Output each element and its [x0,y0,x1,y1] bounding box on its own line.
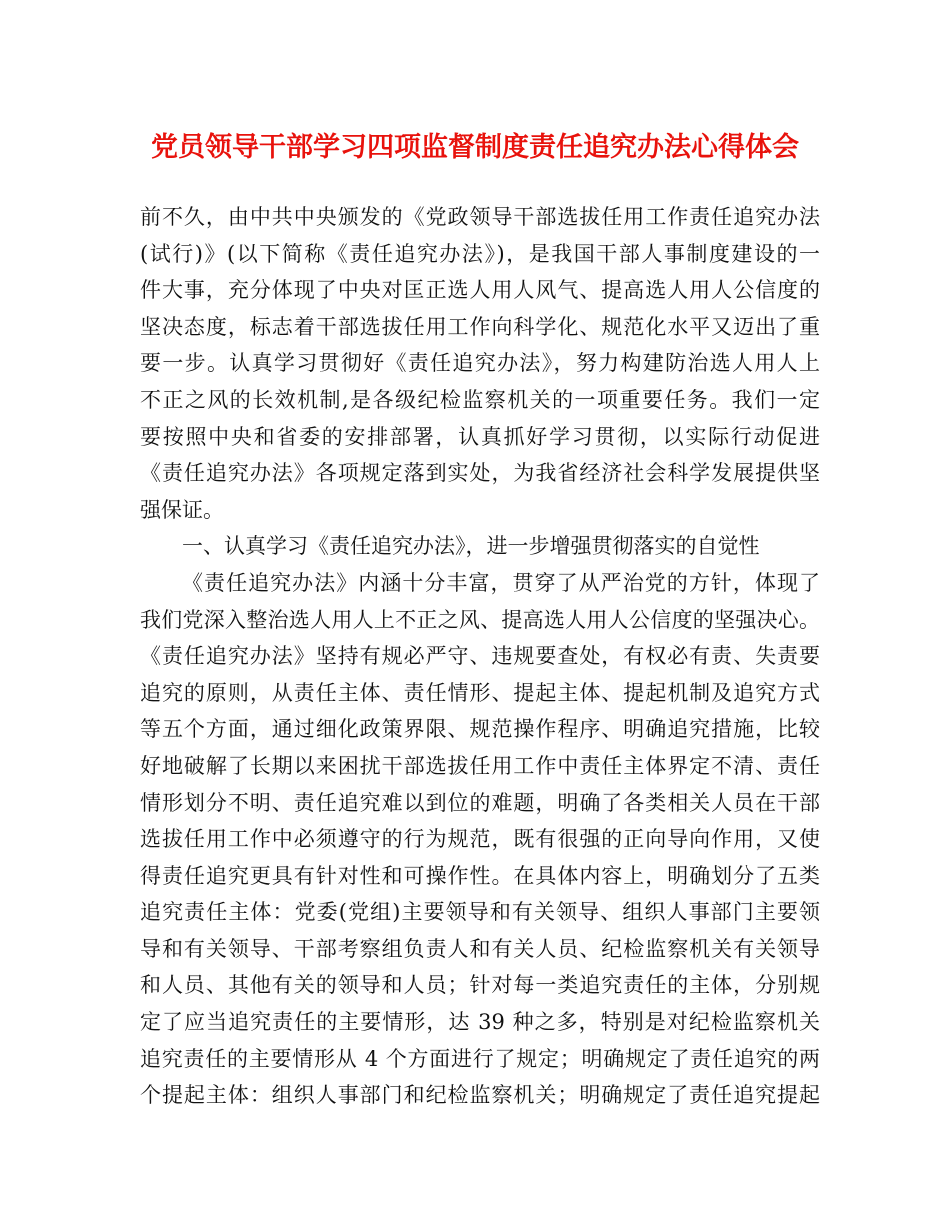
body-line: 要一步。认真学习贯彻好《责任追究办法》，努力构建防治选人用人上 [140,351,820,376]
body-line: 等五个方面，通过细化政策界限、规范操作程序、明确追究措施，比较 [140,717,820,742]
body-line: 定了应当追究责任的主要情形，达 39 种之多，特别是对纪检监察机关 [140,1010,820,1035]
body-line: (试行)》(以下简称《责任追究办法》)，是我国干部人事制度建设的一 [140,241,820,266]
body-line: 前不久，由中共中央颁发的《党政领导干部选拔任用工作责任追究办法 [140,205,820,229]
body-line: 追究责任的主要情形从 4 个方面进行了规定；明确规定了责任追究的两 [140,1046,820,1071]
body-line: 件大事，充分体现了中央对匡正选人用人风气、提高选人用人公信度的 [140,278,820,303]
body-line: 个提起主体：组织人事部门和纪检监察机关；明确规定了责任追究提起 [140,1083,820,1108]
body-line: 坚决态度，标志着干部选拔任用工作向科学化、规范化水平又迈出了重 [140,314,820,339]
body-line: 得责任追究更具有针对性和可操作性。在具体内容上，明确划分了五类 [140,863,820,888]
body-line: 我们党深入整治选人用人上不正之风、提高选人用人公信度的坚强决心。 [140,607,820,632]
body-line: 选拔任用工作中必须遵守的行为规范，既有很强的正向导向作用，又使 [140,827,820,852]
body-line: 好地破解了长期以来困扰干部选拔任用工作中责任主体界定不清、责任 [140,753,820,778]
body-line: 《责任追究办法》内涵十分丰富，贯穿了从严治党的方针，体现了 [182,570,820,595]
section-heading: 一、认真学习《责任追究办法》，进一步增强贯彻落实的自觉性 [182,534,760,559]
body-line: 强保证。 [140,497,224,522]
body-line: 导和有关领导、干部考察组负责人和有关人员、纪检监察机关有关领导 [140,936,820,961]
body-line: 追究责任主体：党委(党组)主要领导和有关领导、组织人事部门主要领 [140,900,820,925]
body-line: 不正之风的长效机制,是各级纪检监察机关的一项重要任务。我们一定 [140,387,820,412]
body-line: 《责任追究办法》坚持有规必严守、违规要查处，有权必有责、失责要 [140,644,820,669]
document-title: 党员领导干部学习四项监督制度责任追究办法心得体会 [151,132,799,163]
body-line: 和人员、其他有关的领导和人员；针对每一类追究责任的主体，分别规 [140,973,820,998]
body-line: 《责任追究办法》各项规定落到实处，为我省经济社会科学发展提供坚 [140,461,820,486]
document-body [140,199,820,1114]
body-line: 情形划分不明、责任追究难以到位的难题，明确了各类相关人员在干部 [140,790,820,815]
body-line: 追究的原则，从责任主体、责任情形、提起主体、提起机制及追究方式 [140,680,820,705]
body-line: 要按照中央和省委的安排部署，认真抓好学习贯彻，以实际行动促进 [140,424,820,449]
